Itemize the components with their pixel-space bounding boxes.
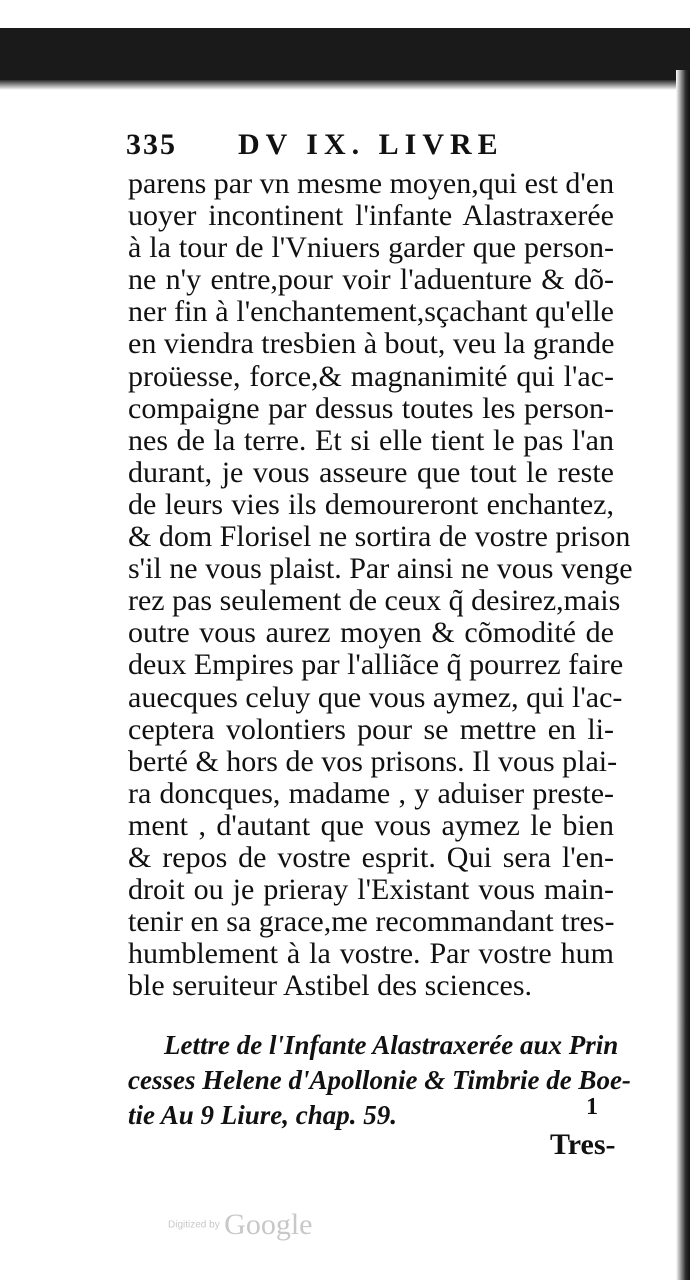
text-line: berté & hors de vos prisons. Il vous plai- [128, 744, 618, 778]
text-line: proüesse, force,& magnanimité qui l'ac- [128, 359, 614, 393]
text-line: nes de la terre. Et si elle tient le pas l'an [128, 423, 614, 457]
watermark-brand: Google [224, 1208, 313, 1241]
text-line: tenir en sa grace,me recommandant tres- [128, 905, 615, 939]
watermark-prefix: Digitized by [168, 1219, 220, 1231]
caption-line: cesses Helene d'Apollonie & Timbrie de Boe- [128, 1065, 631, 1095]
scan-top-shadow [0, 80, 690, 90]
text-line: à la tour de l'Vniuers garder que person- [128, 231, 614, 265]
signature-marker: 1 [586, 1094, 598, 1120]
catchword: Tres- [550, 1128, 616, 1161]
text-line: auecques celuy que vous aymez, qui l'ac- [128, 680, 623, 714]
running-title: DV IX. LIVRE [238, 128, 504, 161]
letter-caption [128, 1028, 631, 1133]
running-head [126, 128, 606, 168]
caption-line: Lettre de l'Infante Alastraxerée aux Prin [164, 1030, 619, 1060]
text-line: rez pas seulement de ceux q̃ desirez,mais [128, 584, 621, 618]
body-text [128, 167, 633, 1003]
scan-right-edge [676, 70, 690, 1280]
text-line: en viendra tresbien à bout, veu la grande [128, 327, 615, 361]
text-line: compaigne par dessus toutes les person- [128, 391, 614, 425]
caption-line: tie Au 9 Liure, chap. 59. [128, 1100, 398, 1130]
text-line: parens par vn mesme moyen,qui est d'en [128, 167, 615, 200]
text-line: humblement à la vostre. Par vostre hum [128, 937, 614, 971]
text-line: & repos de vostre esprit. Qui sera l'en- [128, 840, 614, 874]
text-line: ble seruiteur Astibel des sciences. [128, 969, 533, 1003]
text-line: s'il ne vous plaist. Par ainsi ne vous venge [128, 552, 633, 586]
text-line: uoyer incontinent l'infante Alastraxerée [128, 199, 614, 233]
text-line: ner fin à l'enchantement,sçachant qu'elle [128, 295, 614, 329]
page-number: 335 [126, 128, 177, 161]
text-line: durant, je vous asseure que tout le reste [128, 455, 614, 489]
text-line: ne n'y entre,pour voir l'aduenture & dõ- [128, 263, 614, 297]
scan-top-edge [0, 28, 690, 80]
text-line: de leurs vies ils demoureront enchantez, [128, 487, 614, 521]
text-line: & dom Florisel ne sortira de vostre prison [128, 520, 631, 554]
text-line: droit ou je prieray l'Existant vous main- [128, 873, 614, 907]
text-line: ment , d'autant que vous aymez le bien [128, 808, 614, 842]
text-line: ra doncques, madame , y aduiser preste- [128, 776, 614, 810]
text-line: outre vous aurez moyen & cõmodité de [128, 616, 614, 650]
digitized-watermark [168, 1208, 312, 1242]
text-line: ceptera volontiers pour se mettre en li- [128, 712, 614, 746]
text-line: deux Empires par l'alliãce q̃ pourrez faire [128, 648, 624, 682]
